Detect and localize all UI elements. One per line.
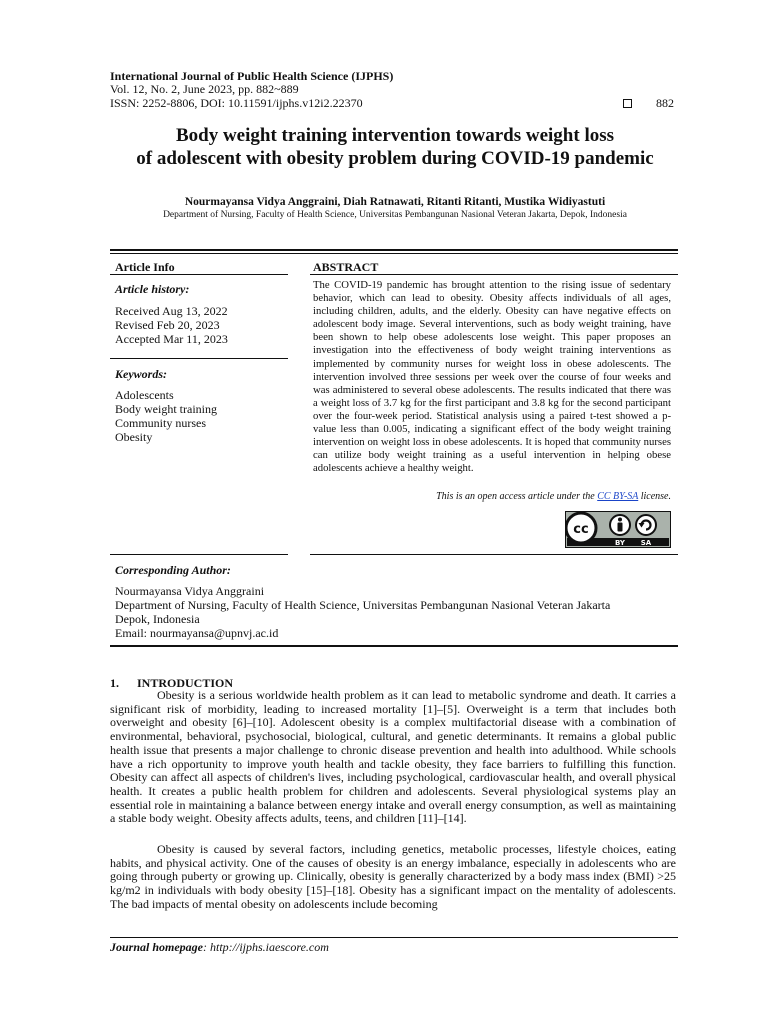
journal-issn: ISSN: 2252-8806, DOI: 10.11591/ijphs.v12i2.22370 [110,96,363,110]
corresponding-author-city: Depok, Indonesia [115,612,200,626]
corresponding-author-heading: Corresponding Author: [115,563,231,577]
footer-label: Journal homepage [110,940,204,954]
author-list: Nourmayansa Vidya Anggraini, Diah Ratnawati, Ritanti Ritanti, Mustika Widiyastuti [184,196,606,208]
intro-paragraph-1-text: Obesity is a serious worldwide health problem as it can lead to metabolic syndrome and death. It carries a significant risk of morbidity, leading to increased mortality [1]–[5]. Overweight is a term that includes both overweight and obesity [6]–[10]. Adolescent obesity is a complex multifactorial disease with a combination of environmental, behavioral, psychosocial, biological, cultural, and genetic determinants. It remains a global public health issue that presents a major challenge to chronic disease prevention and health into adulthood. While schools have a rich opportunity to improve youth health and tackle obesity, they face barriers to fulfilling this function. Obesity can affect all aspects of children's lives, including psychological, cardiovascular health, and overall physical health. It creates a public health problem for children and adolescents. Several physiological systems play an essential role in maintaining a balance between energy intake and overall energy consumption, as well as maintaining a stable body weight. Obesity affects adults, teens, and children [11]–[14]. [110,688,676,826]
cc-by-sa-badge-icon[interactable] [565,511,671,548]
abstract-bottom-rule [310,554,678,555]
footer-rule [110,937,678,938]
section-heading: INTRODUCTION [137,676,234,690]
square-bullet-icon [623,99,632,108]
page-number: 882 [656,96,674,110]
author-affiliation: Department of Nursing, Faculty of Health Science, Universitas Pembangunan Nasional Veteran Jakarta, Depok, Indonesia [163,210,627,220]
journal-name: International Journal of Public Health Science (IJPHS) [110,69,394,83]
sa-share-icon [636,515,656,535]
top-rule-thin [110,253,678,254]
by-label: BY [614,539,626,547]
keyword-item: Obesity [115,430,153,444]
intro-paragraph-2 [110,843,676,912]
keyword-item: Body weight training [115,402,217,416]
corresponding-bottom-rule [110,645,678,647]
cc-glyph: cc [573,522,589,537]
keyword-item: Community nurses [115,416,207,430]
accepted-date: Accepted Mar 11, 2023 [115,332,228,346]
keyword-item: Adolescents [115,388,174,402]
sa-label: SA [640,539,652,547]
received-date: Received Aug 13, 2022 [115,304,228,318]
article-history-heading: Article history: [115,282,190,296]
journal-homepage [110,940,329,955]
abstract-text: The COVID-19 pandemic has brought attention to the rising issue of sedentary behavior, which can lead to obesity. Obesity affects individuals of all ages, including children, adults, and the elderly. Obesity can have negative effects on adolescent body image. Several interventions, such as body weight training, have been shown to help obese adolescents lose weight. This paper proposes an investigation into the effectiveness of body weight training interventions as implemented by community nurses for weight loss in obese adolescents. The intervention involved three sessions per week over the course of four weeks and was administered to several obese adolescents. The results indicated that there was a weight loss of 3.7 kg for the first participant and 3.8 kg for the second participant over the four-week period. Statistical analysis using a paired t-test showed a p-value less than 0.005, indicating a significant effect of the body weight training intervention on weight loss in obese adolescents. It is hoped that community nurses can utilize body weight training as a useful intervention in helping obese adolescents achieve a healthy weight. [313,279,671,475]
paper-title-line-2: of adolescent with obesity problem during COVID-19 pandemic [136,148,654,169]
keywords-heading: Keywords: [115,367,167,381]
paper-title-line-1: Body weight training intervention towards weight loss [175,125,615,146]
license-suffix: license. [638,491,671,502]
intro-paragraph-1 [110,689,676,826]
corresponding-author-name: Nourmayansa Vidya Anggraini [115,584,265,598]
section-number: 1. [110,676,119,690]
license-prefix: This is an open access article under the [436,491,598,502]
abstract-heading: ABSTRACT [313,260,379,274]
article-info-heading: Article Info [115,260,175,274]
corresponding-author-email[interactable]: Email: nourmayansa@upnvj.ac.id [115,626,279,640]
license-link[interactable]: CC BY-SA [597,491,639,502]
history-divider [110,358,288,359]
intro-paragraph-2-text: Obesity is caused by several factors, including genetics, metabolic processes, lifestyle choices, eating habits, and physical activity. One of the causes of obesity is an energy imbalance, especially in adolescents who are going through puberty or growing up. Clinically, obesity is generally characterized by a body mass index (BMI) >25 kg/m2 in individuals with body obesity [15]–[18]. Obesity has a significant impact on the mentality of adolescents. The bad impacts of mental obesity on adolescents include becoming [110,842,676,911]
journal-volume: Vol. 12, No. 2, June 2023, pp. 882~889 [110,82,299,96]
info-bottom-rule [110,554,288,555]
revised-date: Revised Feb 20, 2023 [115,318,220,332]
top-rule [110,249,678,251]
homepage-url[interactable]: : http://ijphs.iaescore.com [203,940,329,954]
corresponding-author-dept: Department of Nursing, Faculty of Health Science, Universitas Pembangunan Nasional Veteran Jakarta [115,598,611,612]
license-note [330,491,671,502]
